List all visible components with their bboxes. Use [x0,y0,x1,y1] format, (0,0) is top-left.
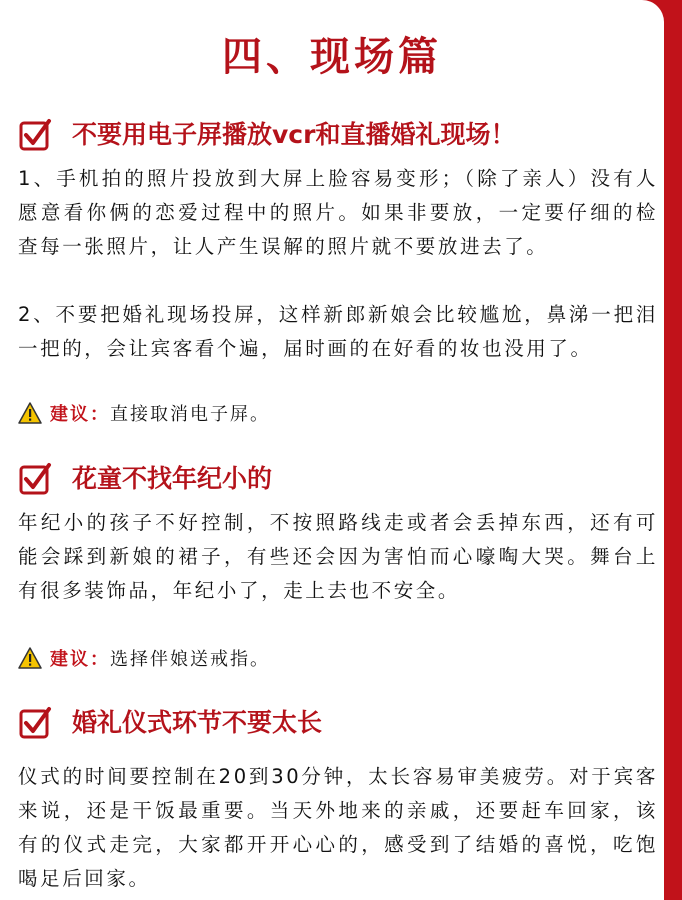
section-2-advice [18,643,270,673]
advice-text: 选择伴娘送戒指。 [110,649,270,670]
checked-box-icon [18,462,52,496]
warning-icon [18,647,42,669]
section-2-heading: 花童不找年纪小的 [72,464,273,493]
section-1-advice [18,398,270,428]
checked-box-icon [18,118,52,152]
section-1-heading: 不要用电子屏播放vcr和直播婚礼现场！ [72,120,516,149]
section-1-paragraph-2: 2、不要把婚礼现场投屏，这样新郎新娘会比较尴尬，鼻涕一把泪一把的，会让宾客看个遍，届时画的在好看的妆也没用了。 [18,303,658,360]
page-title: 四、现场篇 [222,34,442,80]
section-2-header [18,459,272,499]
checked-box-icon [18,706,52,740]
section-1-paragraph-1: 1、手机拍的照片投放到大屏上脸容易变形；（除了亲人）没有人愿意看你俩的恋爱过程中的照片。如果非要放，一定要仔细的检查每一张照片，让人产生误解的照片就不要放进去了。 [18,167,658,258]
advice-text: 直接取消电子屏。 [110,404,270,425]
section-2-paragraph-1: 年纪小的孩子不好控制，不按照路线走或者会丢掉东西，还有可能会踩到新娘的裙子，有些还会因为害怕而心嚎啕大哭。舞台上有很多装饰品，年纪小了，走上去也不安全。 [18,511,658,602]
section-3-heading: 婚礼仪式环节不要太长 [72,708,323,737]
section-3-header [18,703,322,743]
advice-label: 建议： [50,649,110,670]
section-1-header [18,115,515,155]
advice-label: 建议： [50,404,110,425]
warning-icon [18,402,42,424]
section-3-paragraph-1: 仪式的时间要控制在20到30分钟，太长容易审美疲劳。对于宾客来说，还是干饭最重要。当天外地来的亲戚，还要赶车回家，该有的仪式走完，大家都开开心心的，感受到了结婚的喜悦，吃饱喝足后回家。 [18,765,658,890]
